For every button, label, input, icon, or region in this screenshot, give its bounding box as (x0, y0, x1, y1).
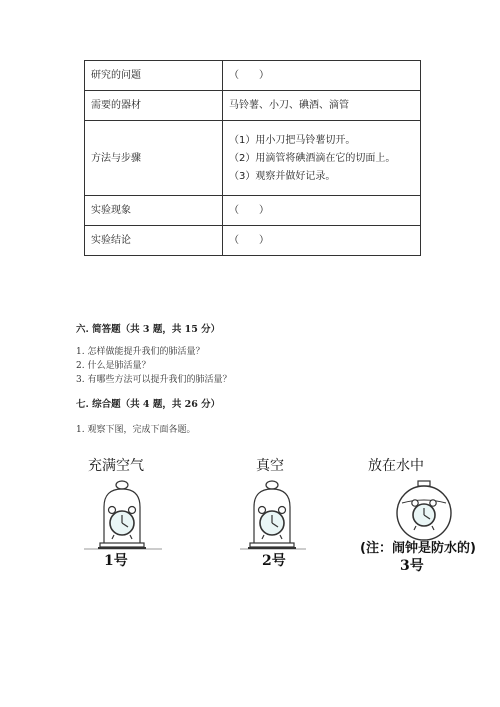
materials-value: 马铃薯、小刀、碘酒、滴管 (223, 91, 421, 121)
section-6-title: 六. 简答题（共 3 题，共 15 分） (76, 324, 221, 335)
answer-blank: （ ） (223, 196, 421, 226)
experiment-table (84, 60, 421, 256)
step-item: （3）观察并做好记录。 (229, 170, 336, 182)
row-label: 方法与步骤 (85, 121, 223, 196)
table-row (85, 61, 421, 91)
figure-air-jar (84, 455, 164, 570)
table-row (85, 226, 421, 256)
figure-note: (注：闹钟是防水的) (360, 541, 476, 556)
figure-label: 放在水中 (368, 458, 424, 474)
question-item: 1. 怎样做能提升我们的肺活量？ (76, 347, 205, 357)
table-row (85, 91, 421, 121)
question-item: 3. 有哪些方法可以提升我们的肺活量？ (76, 375, 232, 385)
row-label: 研究的问题 (85, 61, 223, 91)
table-row (85, 121, 421, 196)
row-label: 实验结论 (85, 226, 223, 256)
answer-blank: （ ） (223, 226, 421, 256)
question-item: 2. 什么是肺活量？ (76, 361, 151, 371)
water-bowl-clock-icon (388, 475, 468, 545)
step-item: （1）用小刀把马铃薯切开。 (229, 134, 356, 146)
figure-number: 1号 (104, 553, 128, 569)
steps-cell (223, 121, 421, 196)
row-label: 需要的器材 (85, 91, 223, 121)
figure-number: 2号 (262, 553, 286, 569)
step-item: （2）用滴管将碘酒滴在它的切面上。 (229, 152, 396, 164)
figure-label: 真空 (256, 458, 284, 474)
figure-water-bowl (360, 455, 490, 580)
figure-vacuum-jar (240, 455, 320, 570)
section-7-title: 七. 综合题（共 4 题，共 26 分） (76, 399, 221, 410)
row-label: 实验现象 (85, 196, 223, 226)
figure-number: 3号 (400, 558, 424, 574)
table-row (85, 196, 421, 226)
answer-blank: （ ） (223, 61, 421, 91)
question-item: 1. 观察下图，完成下面各题。 (76, 425, 196, 435)
figure-label: 充满空气 (88, 458, 144, 474)
